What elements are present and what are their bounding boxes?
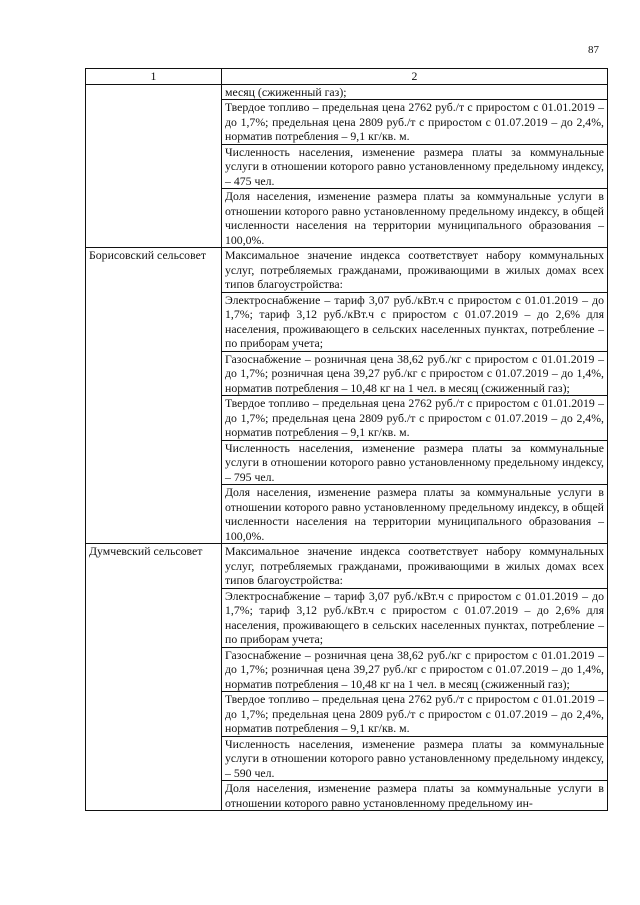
- paragraph: Численность населения, изменение размера платы за коммунальные услуги в отношении которого равно установленному предельному индексу, – 590 чел.: [222, 737, 607, 782]
- municipality-name: Борисовский сельсовет: [86, 248, 222, 544]
- paragraph: Максимальное значение индекса соответствует набору коммунальных услуг, потребляемых гражданами, проживающими в жилых домах всех типов благоустройства:: [222, 248, 607, 293]
- paragraph: Твердое топливо – предельная цена 2762 руб./т с приростом с 01.01.2019 – до 1,7%; предельная цена 2809 руб./т с приростом с 01.07.2019 – до 2,4%, норматив потребления – 9,1 кг/кв. м.: [222, 396, 607, 441]
- paragraph: Газоснабжение – розничная цена 38,62 руб./кг с приростом с 01.01.2019 – до 1,7%; розничная цена 39,27 руб./кг с приростом с 01.07.2019 – до 1,4%, норматив потребления – 10,48 кг на 1 чел. в месяц (сжиженный газ);: [222, 648, 607, 693]
- table-row: [86, 84, 608, 248]
- page-number: 87: [588, 44, 599, 56]
- paragraph: Доля населения, изменение размера платы за коммунальные услуги в отношении которого равно установленному предельному ин-: [225, 781, 604, 810]
- row-content: [222, 248, 608, 544]
- paragraph: Численность населения, изменение размера платы за коммунальные услуги в отношении которого равно установленному предельному индексу, – 795 чел.: [222, 441, 607, 486]
- paragraph: Твердое топливо – предельная цена 2762 руб./т с приростом с 01.01.2019 – до 1,7%; предельная цена 2809 руб./т с приростом с 01.07.2019 – до 2,4%, норматив потребления – 9,1 кг/кв. м.: [222, 100, 607, 145]
- municipality-name: Думчевский сельсовет: [86, 544, 222, 811]
- paragraph: Максимальное значение индекса соответствует набору коммунальных услуг, потребляемых гражданами, проживающими в жилых домах всех типов благоустройства:: [222, 544, 607, 589]
- paragraph: Доля населения, изменение размера платы за коммунальные услуги в отношении которого равно установленному предельному индексу, в общей численности населения на территории муниципального образования – 100,0%.: [225, 485, 604, 543]
- table-row: [86, 248, 608, 544]
- municipal-index-table: [85, 68, 608, 811]
- row-content: [222, 544, 608, 811]
- paragraph: Доля населения, изменение размера платы за коммунальные услуги в отношении которого равно установленному предельному индексу, в общей численности населения на территории муниципального образования – 100,0%.: [225, 189, 604, 247]
- paragraph: Твердое топливо – предельная цена 2762 руб./т с приростом с 01.01.2019 – до 1,7%; предельная цена 2809 руб./т с приростом с 01.07.2019 – до 2,4%, норматив потребления – 9,1 кг/кв. м.: [222, 692, 607, 737]
- paragraph: Численность населения, изменение размера платы за коммунальные услуги в отношении которого равно установленному предельному индексу, – 475 чел.: [222, 145, 607, 190]
- row-content: [222, 84, 608, 248]
- paragraph: Газоснабжение – розничная цена 38,62 руб./кг с приростом с 01.01.2019 – до 1,7%; розничная цена 39,27 руб./кг с приростом с 01.07.2019 – до 1,4%, норматив потребления – 10,48 кг на 1 чел. в месяц (сжиженный газ);: [222, 352, 607, 397]
- paragraph: Электроснабжение – тариф 3,07 руб./кВт.ч с приростом с 01.01.2019 – до 1,7%; тариф 3,12 руб./кВт.ч с приростом с 01.07.2019 – до 2,6% для населения, проживающего в сельских населенных пунктах, потребление – по приборам учета;: [222, 293, 607, 352]
- column-header-1: 1: [86, 69, 222, 85]
- table-row: [86, 544, 608, 811]
- table-header-row: [86, 69, 608, 85]
- municipality-name: [86, 84, 222, 248]
- paragraph: Электроснабжение – тариф 3,07 руб./кВт.ч с приростом с 01.01.2019 – до 1,7%; тариф 3,12 руб./кВт.ч с приростом с 01.07.2019 – до 2,6% для населения, проживающего в сельских населенных пунктах, потребление – по приборам учета;: [222, 589, 607, 648]
- column-header-2: 2: [222, 69, 608, 85]
- paragraph: месяц (сжиженный газ);: [222, 85, 607, 101]
